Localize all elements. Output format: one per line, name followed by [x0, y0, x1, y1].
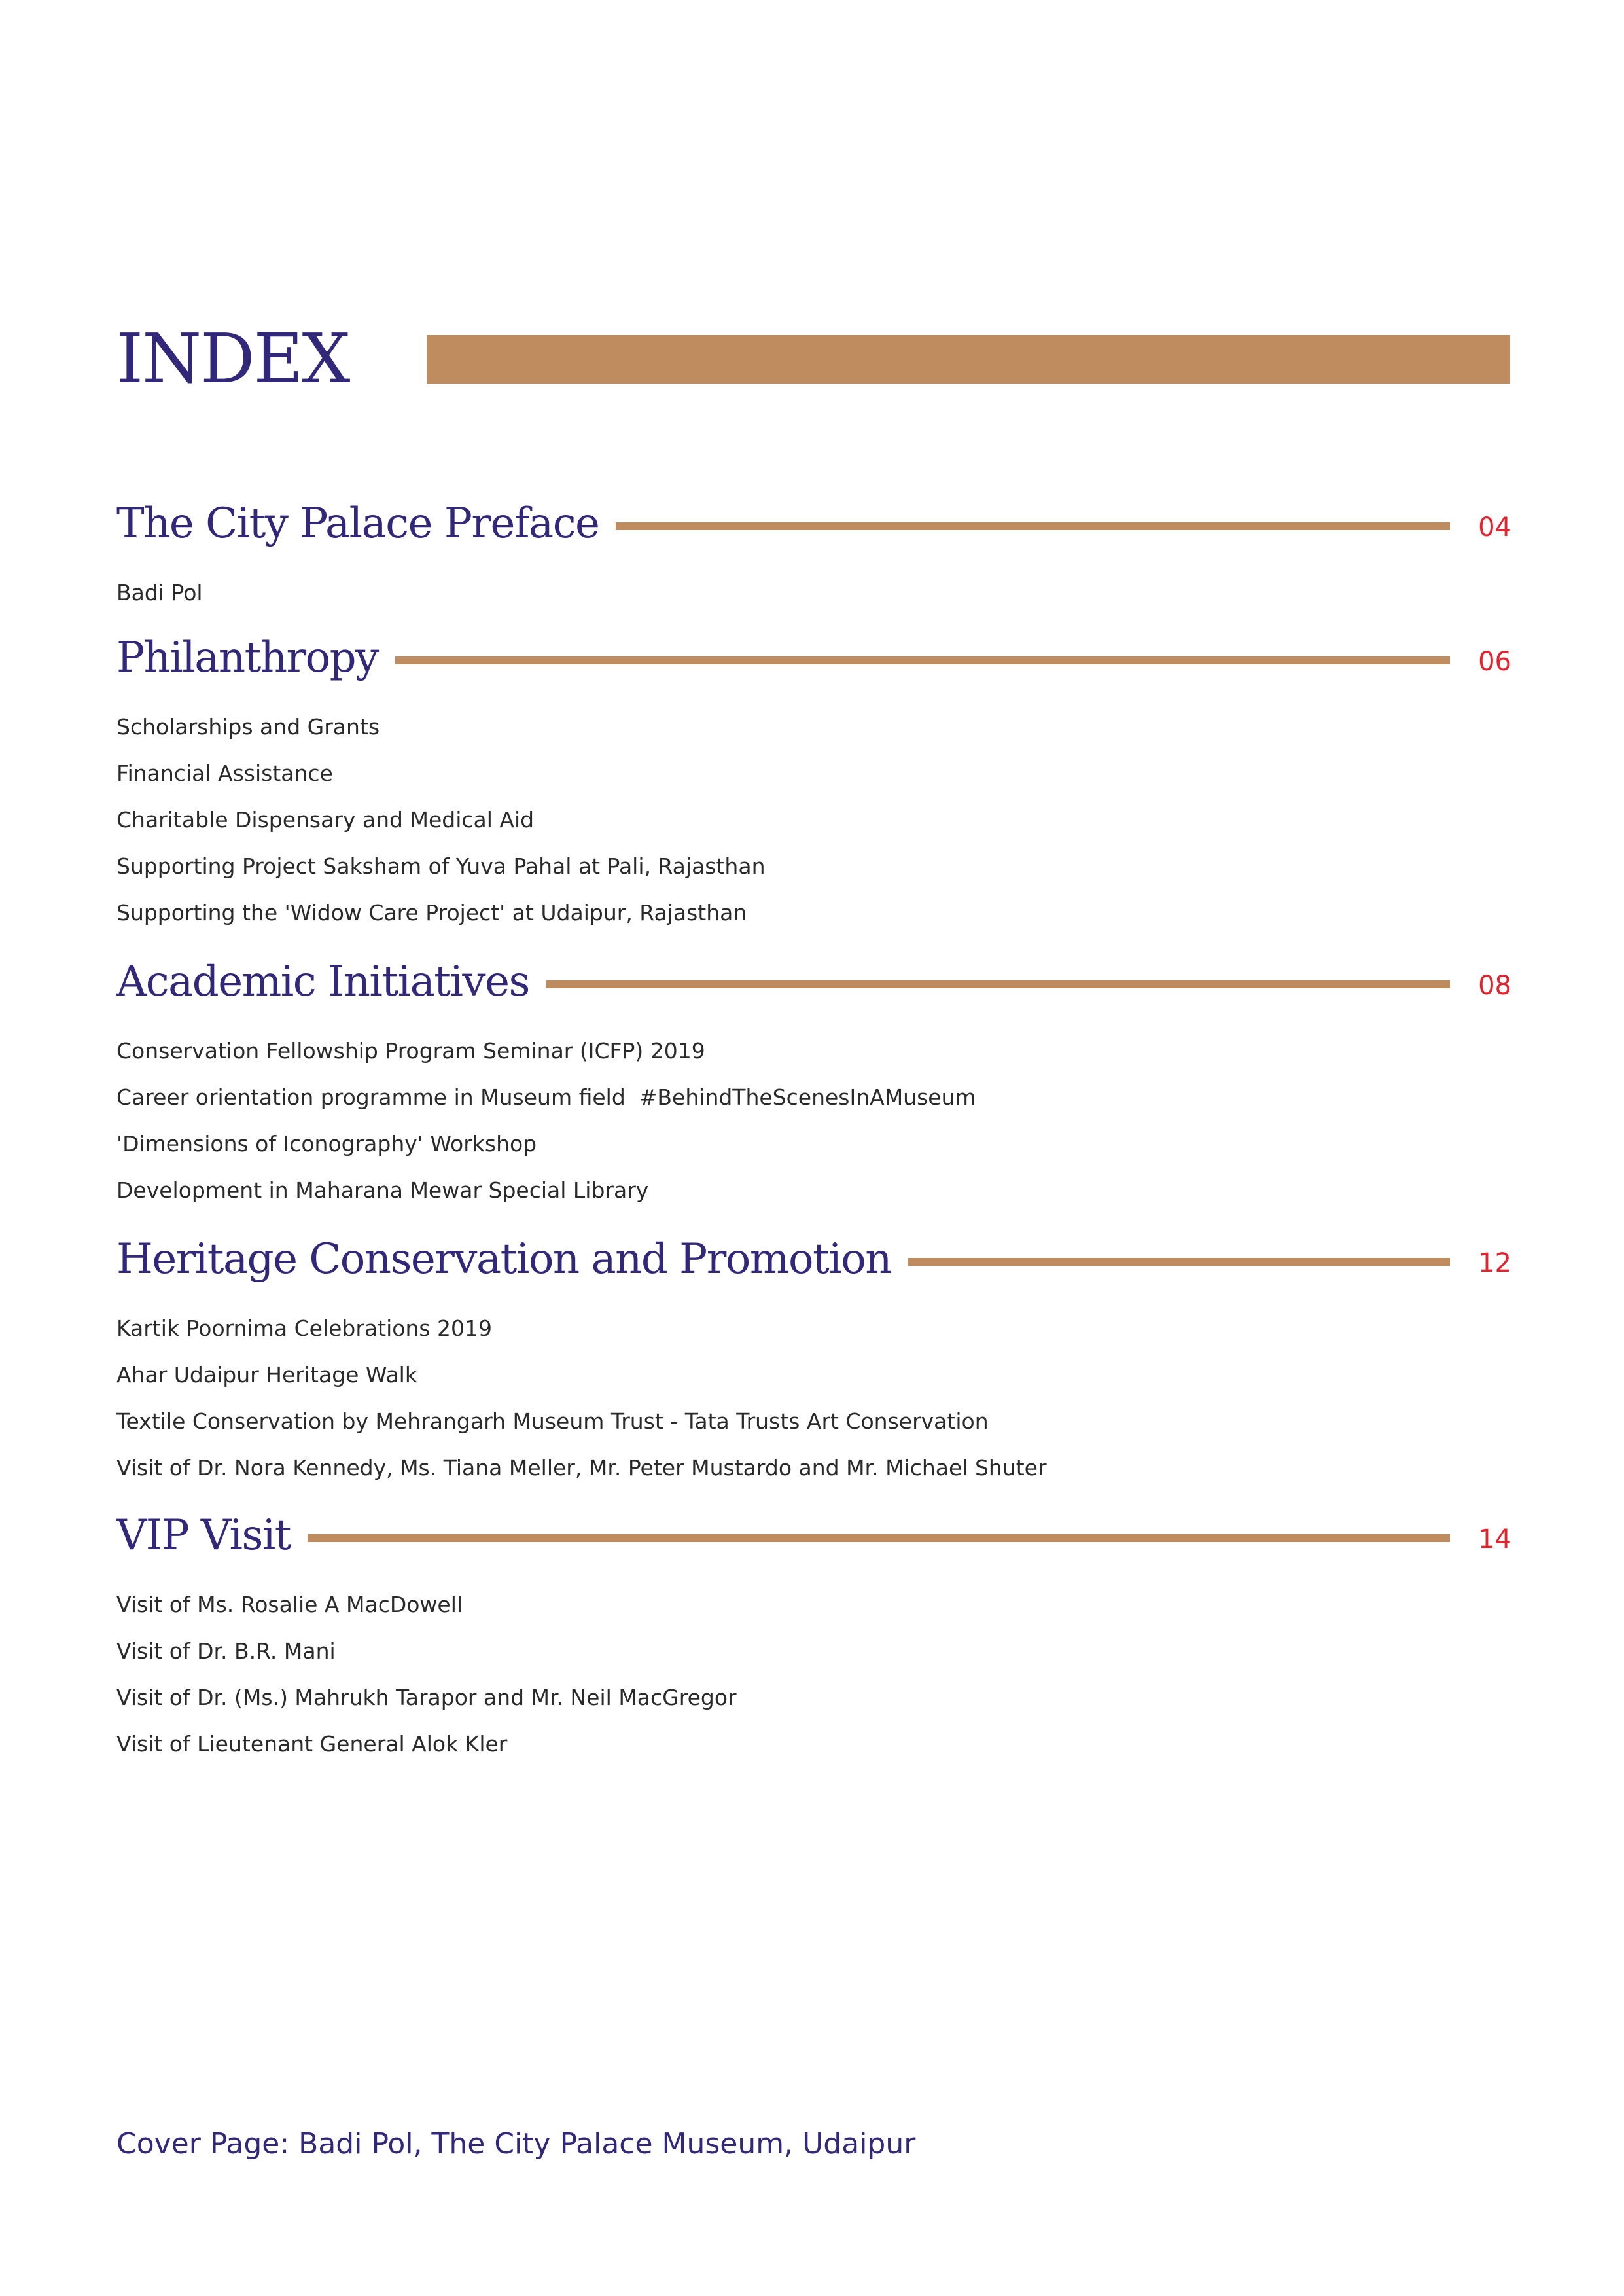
section-page-number[interactable]: 04 [1478, 512, 1511, 543]
list-item[interactable]: Visit of Dr. B.R. Mani [116, 1638, 336, 1664]
list-item[interactable]: Financial Assistance [116, 761, 333, 786]
section-rule [908, 1258, 1450, 1266]
list-item[interactable]: Supporting the 'Widow Care Project' at Udaipur, Rajasthan [116, 900, 747, 925]
section-page-number[interactable]: 12 [1478, 1248, 1511, 1278]
section-page-number[interactable]: 06 [1478, 647, 1511, 677]
section-heading [116, 625, 1511, 691]
list-item[interactable]: Textile Conservation by Mehrangarh Museum Trust - Tata Trusts Art Conservation [116, 1408, 989, 1434]
list-item[interactable]: Development in Maharana Mewar Special Library [116, 1177, 649, 1203]
section-heading [116, 949, 1511, 1014]
section-rule [308, 1534, 1450, 1542]
cover-page-caption: Cover Page: Badi Pol, The City Palace Museum, Udaipur [116, 2127, 916, 2161]
list-item[interactable]: Visit of Ms. Rosalie A MacDowell [116, 1592, 463, 1617]
section-rule [616, 522, 1450, 530]
section-heritage-conservation [116, 1227, 1511, 1491]
section-city-palace-preface [116, 491, 1511, 616]
list-item[interactable]: Visit of Dr. Nora Kennedy, Ms. Tiana Meller, Mr. Peter Mustardo and Mr. Michael Shuter [116, 1455, 1047, 1480]
section-page-number[interactable]: 14 [1478, 1524, 1511, 1554]
section-heading [116, 1503, 1511, 1568]
list-item[interactable]: 'Dimensions of Iconography' Workshop [116, 1131, 537, 1157]
section-rule [395, 656, 1450, 664]
section-rule [546, 980, 1450, 988]
list-item[interactable]: Supporting Project Saksham of Yuva Pahal at Pali, Rajasthan [116, 853, 766, 879]
list-item[interactable]: Ahar Udaipur Heritage Walk [116, 1362, 417, 1388]
list-item[interactable]: Conservation Fellowship Program Seminar (ICFP) 2019 [116, 1038, 705, 1064]
section-academic-initiatives [116, 949, 1511, 1213]
list-item[interactable]: Badi Pol [116, 580, 203, 605]
list-item[interactable]: Kartik Poornima Celebrations 2019 [116, 1316, 493, 1341]
section-items [116, 1305, 1511, 1491]
section-items [116, 1028, 1511, 1213]
section-items [116, 1581, 1511, 1767]
section-heading [116, 491, 1511, 556]
section-items [116, 569, 1511, 616]
section-title[interactable]: Philanthropy [116, 634, 378, 682]
list-item[interactable]: Scholarships and Grants [116, 714, 380, 740]
section-title[interactable]: Heritage Conservation and Promotion [116, 1235, 891, 1283]
index-title: INDEX [116, 319, 349, 399]
section-items [116, 704, 1511, 936]
list-item[interactable]: Career orientation programme in Museum field #BehindTheScenesInAMuseum [116, 1085, 976, 1110]
list-item[interactable]: Charitable Dispensary and Medical Aid [116, 807, 535, 833]
list-item[interactable]: Visit of Lieutenant General Alok Kler [116, 1731, 508, 1757]
section-title[interactable]: The City Palace Preface [116, 499, 599, 548]
index-title-bar [427, 335, 1510, 384]
section-title[interactable]: VIP Visit [116, 1511, 291, 1560]
section-vip-visit [116, 1503, 1511, 1767]
section-heading [116, 1227, 1511, 1292]
section-page-number[interactable]: 08 [1478, 971, 1511, 1001]
list-item[interactable]: Visit of Dr. (Ms.) Mahrukh Tarapor and Mr. Neil MacGregor [116, 1685, 737, 1710]
section-philanthropy [116, 625, 1511, 936]
section-title[interactable]: Academic Initiatives [116, 958, 529, 1006]
